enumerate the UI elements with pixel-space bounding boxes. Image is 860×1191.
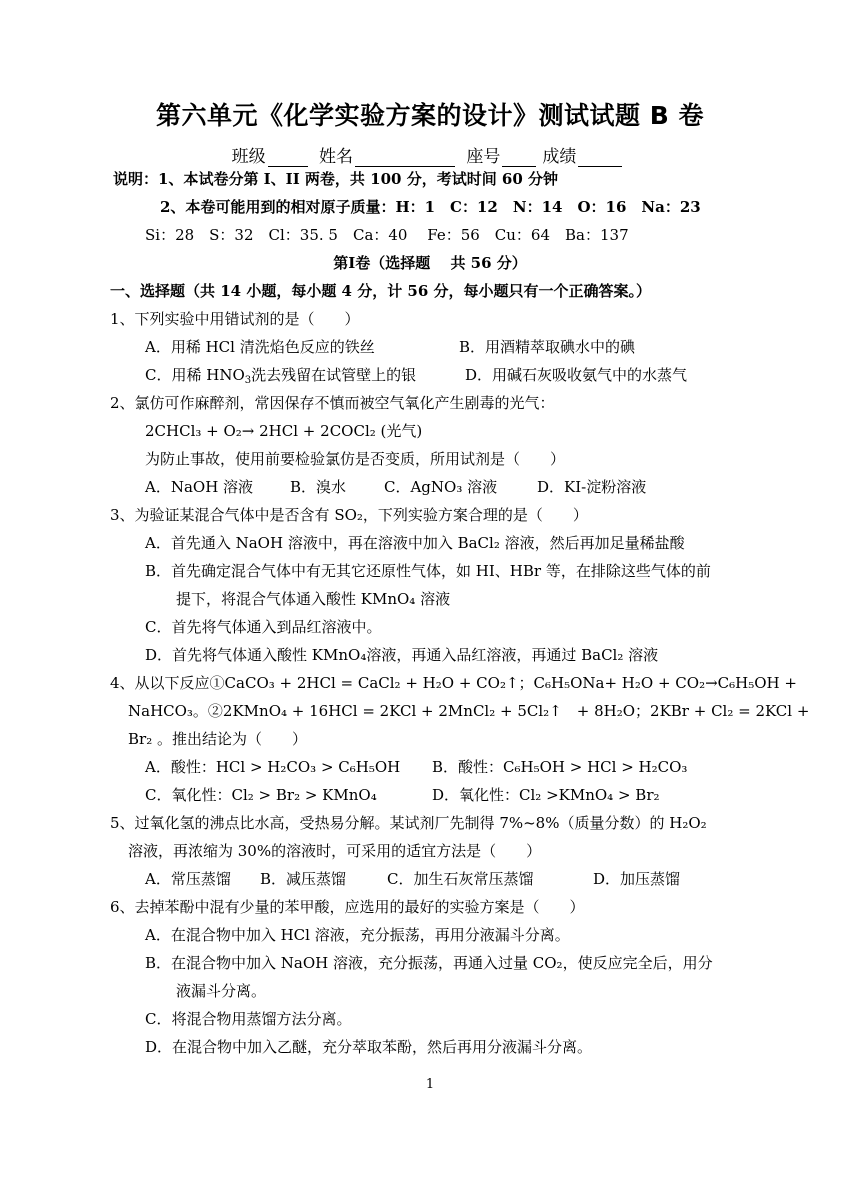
q6-option-c: C．将混合物用蒸馏方法分离。 bbox=[145, 1010, 352, 1028]
q6-option-b-line1: B．在混合物中加入 NaOH 溶液，充分振荡，再通入过量 CO₂，使反应完全后，用分 bbox=[145, 954, 713, 972]
q5-option-c: C．加生石灰常压蒸馏 bbox=[387, 870, 534, 888]
q4-line2: NaHCO₃。②2KMnO₄ + 16HCl = 2KCl + 2MnCl₂ + 5Cl₂↑ + 8H₂O；2KBr + Cl₂ = 2KCl + bbox=[128, 702, 810, 720]
q6-option-b-line2: 液漏斗分离。 bbox=[176, 982, 267, 1000]
q1-option-d: D．用碱石灰吸收氨气中的水蒸气 bbox=[465, 366, 688, 384]
seat-label: 座号 bbox=[466, 147, 501, 167]
class-label: 班级 bbox=[231, 147, 266, 167]
q3-stem: 3、为验证某混合气体中是否含有 SO₂，下列实验方案合理的是（ ） bbox=[110, 506, 588, 524]
q1-option-c-pre: C．用稀 HNO bbox=[145, 366, 245, 384]
q4-line1: 4、从以下反应①CaCO₃ + 2HCl = CaCl₂ + H₂O + CO₂↑；C₆H₅ONa+ H₂O + CO₂→C₆H₅OH + bbox=[110, 674, 797, 692]
page-number: 1 bbox=[425, 1077, 435, 1092]
q2-option-c: C．AgNO₃ 溶液 bbox=[384, 478, 498, 496]
q2-option-d: D．KI-淀粉溶液 bbox=[537, 478, 647, 496]
q3-option-b-line2: 提下，将混合气体通入酸性 KMnO₄ 溶液 bbox=[176, 590, 451, 608]
q1-option-c-sub: 3 bbox=[244, 375, 252, 386]
q4-line3: Br₂ 。推出结论为（ ） bbox=[128, 730, 307, 748]
q6-option-d: D．在混合物中加入乙醚，充分萃取苯酚，然后再用分液漏斗分离。 bbox=[145, 1038, 593, 1056]
note-line-2: 2、本卷可能用到的相对原子质量：H：1 C：12 N：14 O：16 Na：23 bbox=[160, 198, 701, 216]
q3-option-c: C．首先将气体通入到品红溶液中。 bbox=[145, 618, 382, 636]
q2-option-b: B．溴水 bbox=[290, 478, 347, 496]
q2-line3: 为防止事故，使用前要检验氯仿是否变质，所用试剂是（ ） bbox=[145, 450, 566, 468]
page-title: 第六单元《化学实验方案的设计》测试试题 B 卷 bbox=[156, 101, 704, 130]
q1-stem: 1、下列实验中用错试剂的是（ ） bbox=[110, 310, 360, 328]
q1-option-c bbox=[145, 364, 416, 386]
score-blank bbox=[578, 148, 622, 167]
part1-heading: 第Ⅰ卷（选择题 共 56 分） bbox=[333, 254, 527, 272]
q1-option-b: B．用酒精萃取碘水中的碘 bbox=[459, 338, 636, 356]
q1-option-c-post: 洗去残留在试管壁上的银 bbox=[251, 366, 417, 384]
score-label: 成绩 bbox=[542, 147, 577, 167]
note-line-1: 说明：1、本试卷分第 I、II 两卷，共 100 分，考试时间 60 分钟 bbox=[113, 170, 559, 188]
q4-option-b: B．酸性：C₆H₅OH > HCl > H₂CO₃ bbox=[432, 758, 688, 776]
q5-line2: 溶液，再浓缩为 30%的溶液时，可采用的适宜方法是（ ） bbox=[128, 842, 542, 860]
q5-option-a: A．常压蒸馏 bbox=[145, 870, 231, 888]
name-label: 姓名 bbox=[319, 147, 353, 167]
q3-option-d: D．首先将气体通入酸性 KMnO₄溶液，再通入品红溶液，再通过 BaCl₂ 溶液 bbox=[145, 646, 659, 664]
q3-option-b-line1: B．首先确定混合气体中有无其它还原性气体，如 HI、HBr 等，在排除这些气体的前 bbox=[145, 562, 711, 580]
q4-option-c: C．氧化性：Cl₂ > Br₂ > KMnO₄ bbox=[145, 786, 377, 804]
q2-equation: 2CHCl₃ + O₂→ 2HCl + 2COCl₂ (光气) bbox=[145, 422, 423, 440]
q6-stem: 6、去掉苯酚中混有少量的苯甲酸，应选用的最好的实验方案是（ ） bbox=[110, 898, 585, 916]
section1-heading: 一、选择题（共 14 小题，每小题 4 分，计 56 分，每小题只有一个正确答案。） bbox=[110, 282, 652, 300]
q4-option-d: D．氧化性：Cl₂ >KMnO₄ > Br₂ bbox=[432, 786, 660, 804]
q2-stem: 2、氯仿可作麻醉剂，常因保存不慎而被空气氧化产生剧毒的光气： bbox=[110, 394, 555, 412]
note-line-3: Si：28 S：32 Cl：35. 5 Ca：40 Fe：56 Cu：64 Ba：137 bbox=[145, 226, 629, 244]
q5-line1: 5、过氧化氢的沸点比水高，受热易分解。某试剂厂先制得 7%~8%（质量分数）的 H₂O₂ bbox=[110, 814, 707, 832]
q4-option-a: A．酸性：HCl > H₂CO₃ > C₆H₅OH bbox=[145, 758, 401, 776]
q5-option-b: B．减压蒸馏 bbox=[260, 870, 347, 888]
student-info-line bbox=[0, 142, 860, 167]
q6-option-a: A．在混合物中加入 HCl 溶液，充分振荡，再用分液漏斗分离。 bbox=[145, 926, 570, 944]
q2-option-a: A．NaOH 溶液 bbox=[145, 478, 254, 496]
q1-option-a: A．用稀 HCl 清洗焰色反应的铁丝 bbox=[145, 338, 375, 356]
seat-blank bbox=[502, 148, 536, 167]
class-blank bbox=[268, 148, 308, 167]
q5-option-d: D．加压蒸馏 bbox=[593, 870, 681, 888]
q3-option-a: A．首先通入 NaOH 溶液中，再在溶液中加入 BaCl₂ 溶液，然后再加足量稀盐酸 bbox=[145, 534, 685, 552]
name-blank bbox=[355, 148, 455, 167]
